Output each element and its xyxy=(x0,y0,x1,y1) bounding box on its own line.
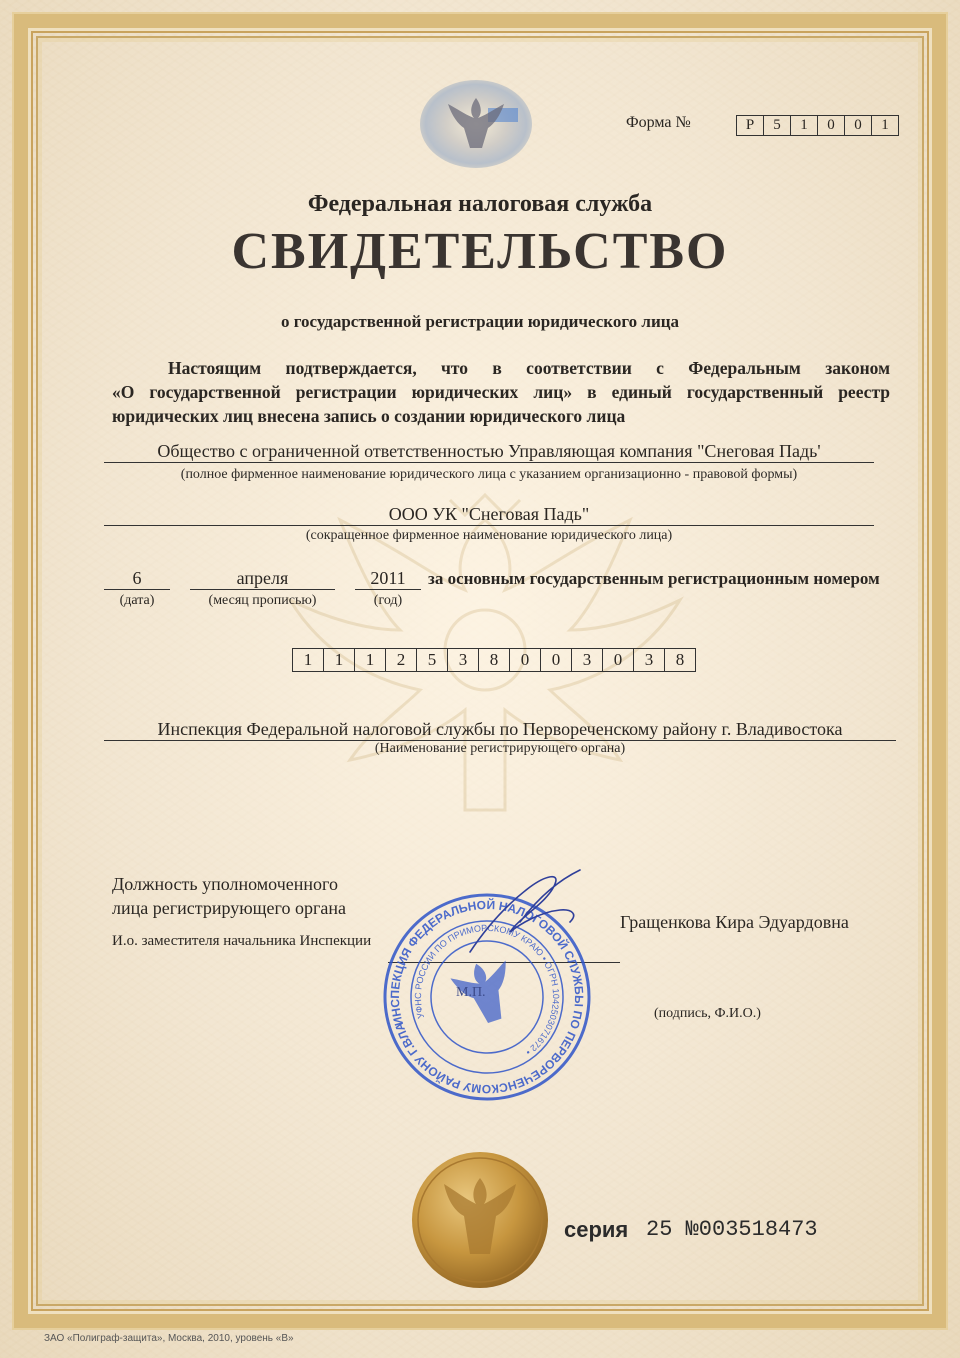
form-code-boxes xyxy=(736,115,899,136)
intro-line: Настоящим подтверждается, что в соответствии с Федеральным законом xyxy=(168,358,890,378)
ogrn-digit: 3 xyxy=(572,649,603,671)
position-label-line: Должность уполномоченного xyxy=(112,874,338,894)
position-label-line: лица регистрирующего органа xyxy=(112,898,346,918)
signatory-name: Гращенкова Кира Эдуардовна xyxy=(620,912,849,932)
entity-short-name-hint: (сокращенное фирменное наименование юридического лица) xyxy=(305,528,673,543)
registration-year: 2011 xyxy=(355,567,421,590)
position-label xyxy=(112,872,346,920)
form-code-char: 0 xyxy=(818,116,845,135)
intro-line: юридических лиц внесена запись о создании юридического лица xyxy=(112,406,626,426)
ogrn-digit: 0 xyxy=(603,649,634,671)
blank-series-label: серия xyxy=(564,1217,629,1242)
registration-month: апреля xyxy=(190,567,335,590)
ogrn-number xyxy=(292,648,696,672)
blank-series-number: 25 №003518473 xyxy=(646,1217,818,1242)
entity-full-name: Общество с ограниченной ответственностью Управляющая компания "Снеговая Падь' xyxy=(104,440,874,463)
printer-imprint: ЗАО «Полиграф-защита», Москва, 2010, уровень «В» xyxy=(44,1333,294,1344)
entity-short-name: ООО УК "Снеговая Падь" xyxy=(104,503,874,526)
ogrn-digit: 2 xyxy=(386,649,417,671)
ogrn-digit: 0 xyxy=(541,649,572,671)
page-subtitle: о государственной регистрации юридического лица xyxy=(280,312,680,331)
ogrn-digit: 8 xyxy=(479,649,510,671)
issuing-service: Федеральная налоговая служба xyxy=(307,191,653,217)
intro-paragraph xyxy=(112,356,890,428)
ogrn-label: за основным государственным регистрационным номером xyxy=(428,569,880,588)
ogrn-digit: 3 xyxy=(448,649,479,671)
day-hint: (дата) xyxy=(119,593,155,608)
registering-authority: Инспекция Федеральной налоговой службы по Первореченскому району г. Владивостока xyxy=(104,718,896,741)
signature-hint: (подпись, Ф.И.О.) xyxy=(654,1006,761,1021)
intro-line: «О государственной регистрации юридических лиц» в единый государственный реестр xyxy=(112,382,890,402)
entity-full-name-hint: (полное фирменное наименование юридического лица с указанием организационно - правовой формы) xyxy=(180,467,798,482)
registering-authority-hint: (Наименование регистрирующего органа) xyxy=(374,741,626,756)
form-code-char: 1 xyxy=(881,117,889,133)
hologram-emblem-icon xyxy=(418,78,534,170)
form-code-char: Р xyxy=(737,116,764,135)
ogrn-digit: 0 xyxy=(510,649,541,671)
year-hint: (год) xyxy=(373,593,403,608)
registration-day: 6 xyxy=(104,567,170,590)
stamp-outer-text: ИНСПЕКЦИЯ ФЕДЕРАЛЬНОЙ НАЛОГОВОЙ СЛУЖБЫ ПО ПЕРВОРЕЧЕНСКОМУ РАЙОНУ Г.ВЛАДИВОСТОКА xyxy=(387,897,587,1097)
ogrn-digit: 8 xyxy=(675,650,685,669)
ogrn-digit: 1 xyxy=(293,649,324,671)
form-code-char: 5 xyxy=(764,116,791,135)
ogrn-digit: 3 xyxy=(634,649,665,671)
form-code-char: 0 xyxy=(845,116,872,135)
ogrn-digit: 1 xyxy=(355,649,386,671)
month-hint: (месяц прописью) xyxy=(208,593,317,608)
mp-marker: М.П. xyxy=(456,985,486,1000)
stamp-inner-text: УФНС РОССИИ ПО ПРИМОРСКОМУ КРАЮ • ОГРН 1042503071672 • xyxy=(412,922,562,1058)
signatory-position: И.о. заместителя начальника Инспекции xyxy=(112,933,372,949)
gold-seal-icon xyxy=(410,1150,550,1290)
handwritten-signature xyxy=(460,862,590,962)
ogrn-digit: 5 xyxy=(417,649,448,671)
form-label: Форма № xyxy=(626,114,691,131)
page-title: СВИДЕТЕЛЬСТВО xyxy=(231,223,729,280)
ogrn-digit: 1 xyxy=(324,649,355,671)
form-code-char: 1 xyxy=(791,116,818,135)
